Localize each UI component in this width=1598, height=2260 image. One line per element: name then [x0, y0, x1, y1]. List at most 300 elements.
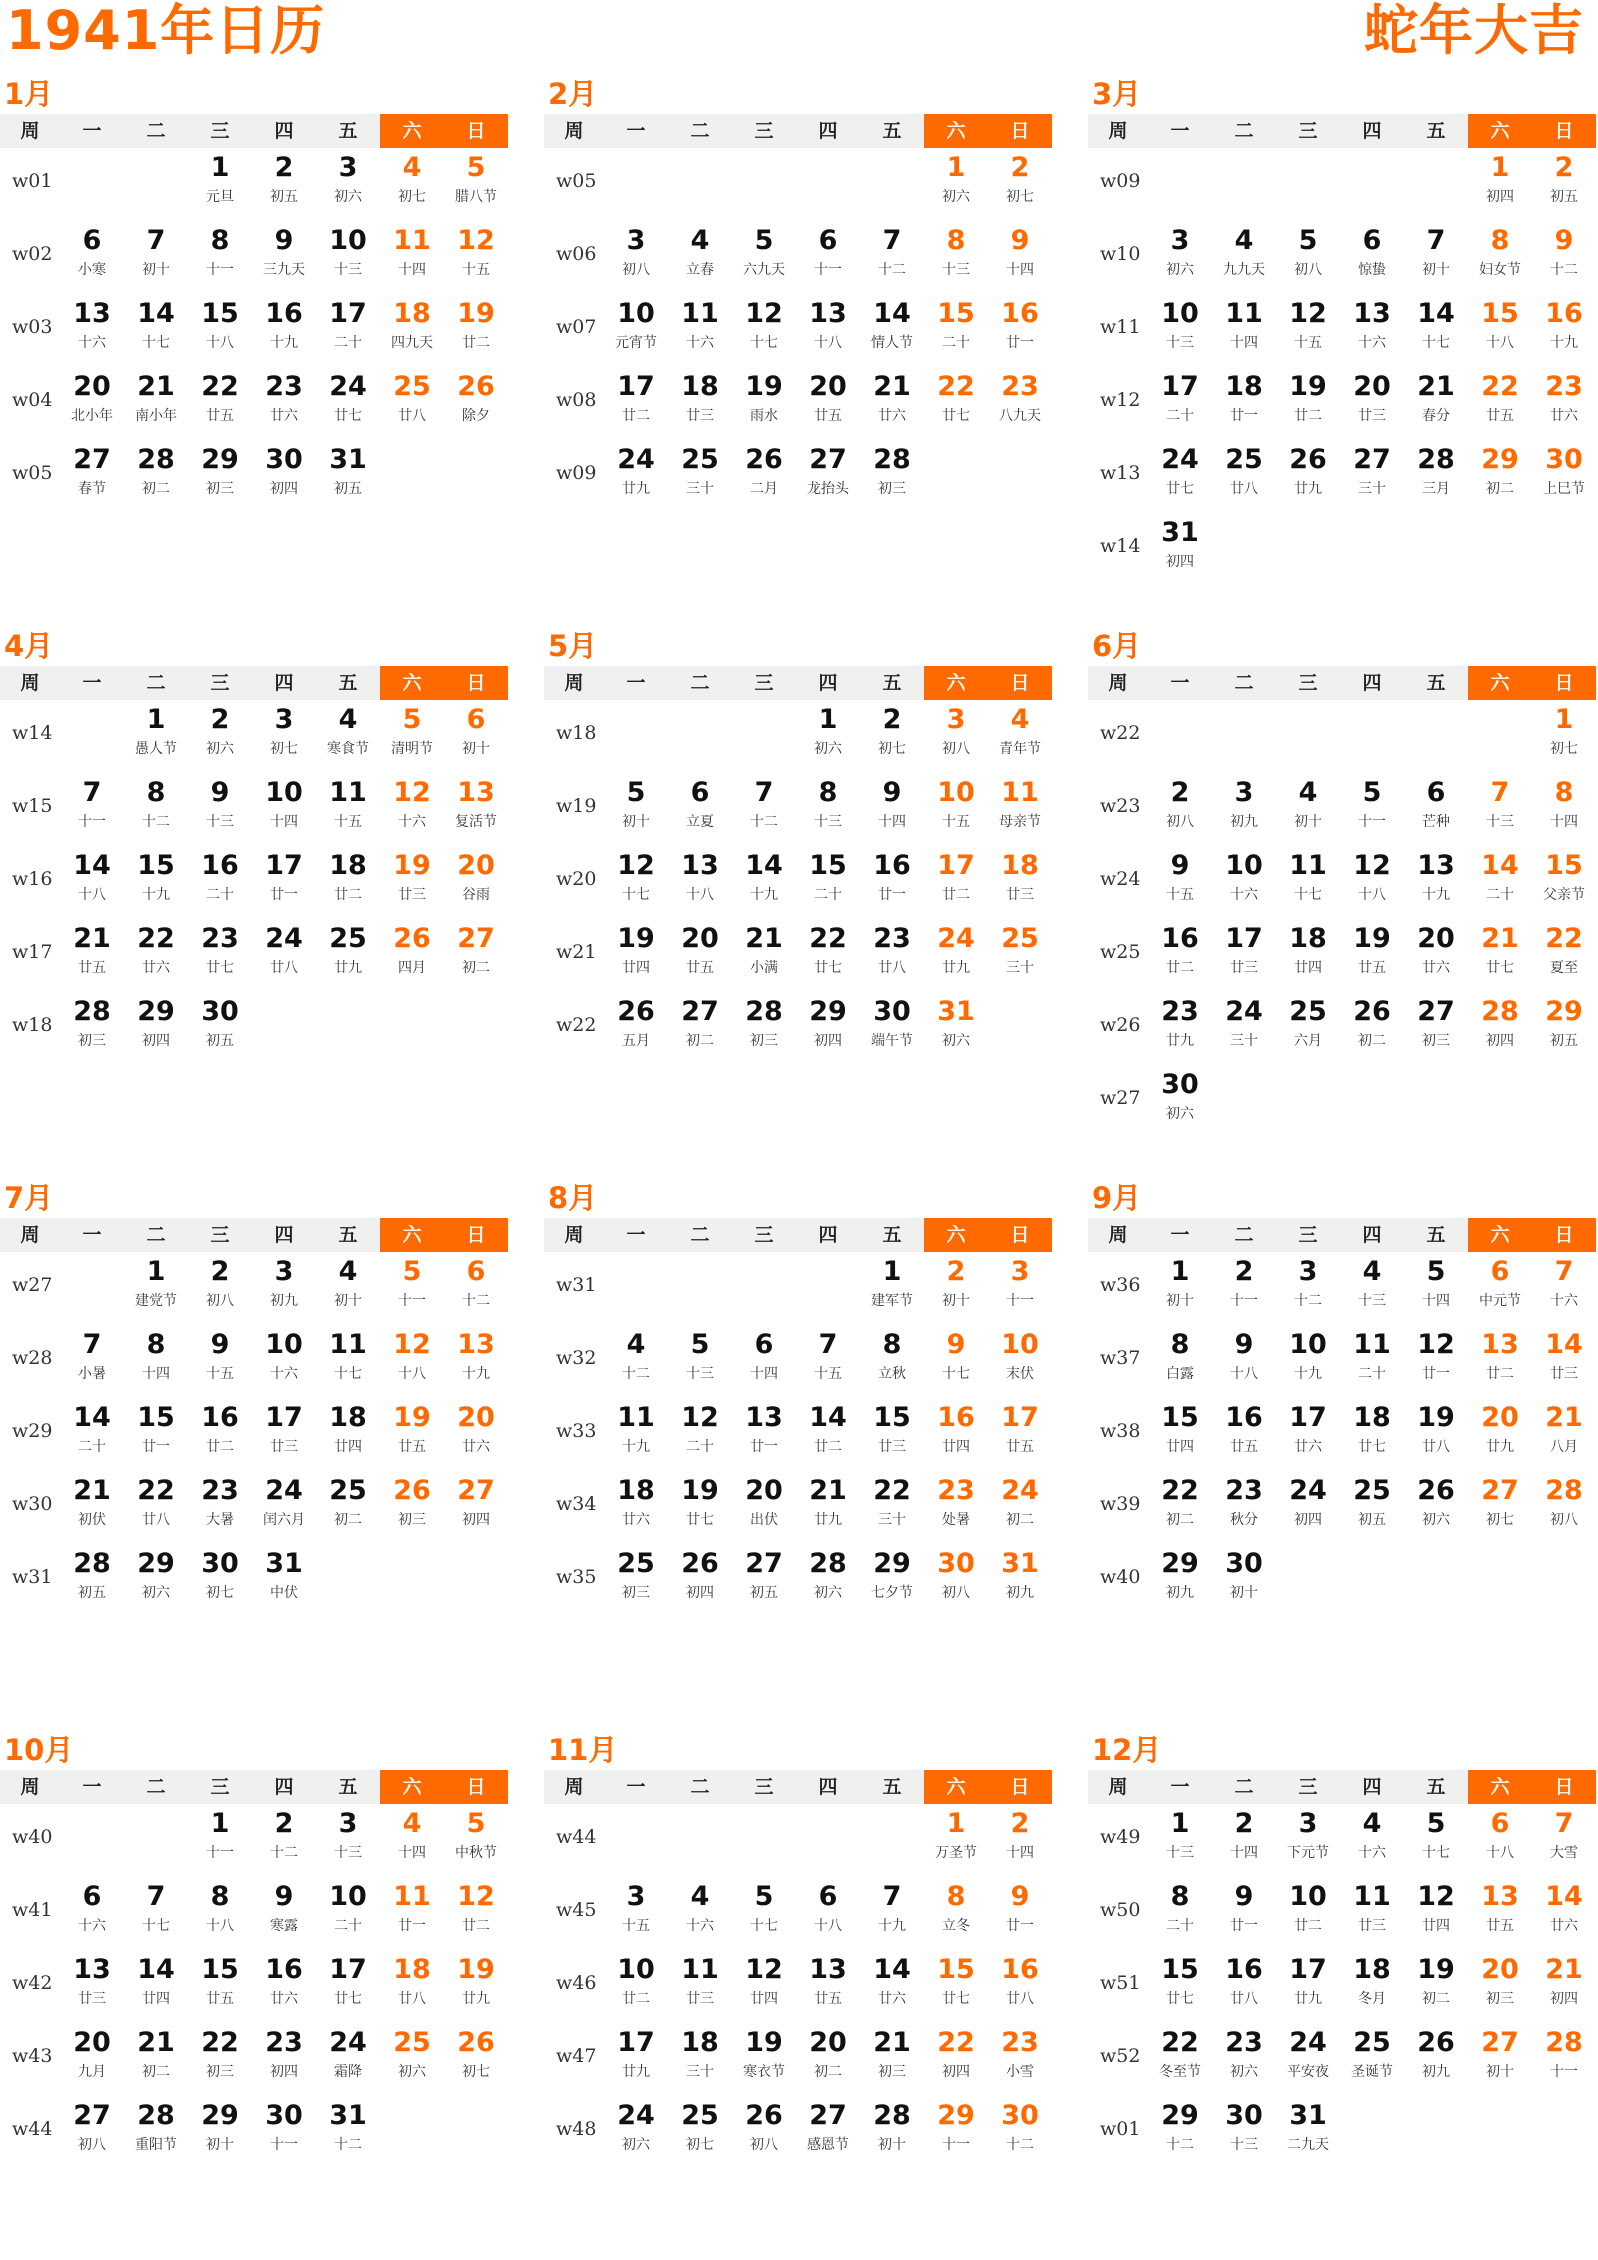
day-cell[interactable] — [1148, 994, 1212, 1064]
day-cell[interactable] — [1340, 1806, 1404, 1876]
day-cell[interactable] — [796, 921, 860, 991]
day-cell[interactable] — [124, 702, 188, 772]
day-cell[interactable] — [380, 1806, 444, 1876]
day-cell[interactable] — [124, 223, 188, 293]
day-cell[interactable] — [316, 369, 380, 439]
day-cell[interactable] — [860, 1327, 924, 1397]
day-cell[interactable] — [1468, 1952, 1532, 2022]
day-cell[interactable] — [1532, 296, 1596, 366]
day-cell[interactable] — [1276, 1879, 1340, 1949]
day-cell[interactable] — [1148, 223, 1212, 293]
day-cell[interactable] — [860, 369, 924, 439]
day-cell[interactable] — [924, 775, 988, 845]
day-cell[interactable] — [60, 1327, 124, 1397]
day-cell[interactable] — [1148, 1806, 1212, 1876]
day-cell[interactable] — [1212, 369, 1276, 439]
day-cell[interactable] — [60, 1400, 124, 1470]
day-cell[interactable] — [316, 1806, 380, 1876]
day-cell[interactable] — [604, 1400, 668, 1470]
day-cell[interactable] — [1404, 775, 1468, 845]
day-cell[interactable] — [1532, 1473, 1596, 1543]
day-cell[interactable] — [1404, 1879, 1468, 1949]
day-cell[interactable] — [444, 775, 508, 845]
day-cell[interactable] — [988, 2025, 1052, 2095]
day-cell[interactable] — [252, 1327, 316, 1397]
day-cell[interactable] — [1148, 1879, 1212, 1949]
day-cell[interactable] — [444, 1473, 508, 1543]
day-cell[interactable] — [1404, 1952, 1468, 2022]
day-cell[interactable] — [1468, 1879, 1532, 1949]
day-cell[interactable] — [988, 1806, 1052, 1876]
day-cell[interactable] — [604, 848, 668, 918]
day-cell[interactable] — [988, 848, 1052, 918]
day-cell[interactable] — [1148, 2025, 1212, 2095]
day-cell[interactable] — [252, 921, 316, 991]
day-cell[interactable] — [380, 921, 444, 991]
day-cell[interactable] — [1148, 1327, 1212, 1397]
day-cell[interactable] — [316, 2098, 380, 2168]
day-cell[interactable] — [668, 1879, 732, 1949]
day-cell[interactable] — [252, 702, 316, 772]
day-cell[interactable] — [1468, 1473, 1532, 1543]
day-cell[interactable] — [732, 994, 796, 1064]
day-cell[interactable] — [1532, 223, 1596, 293]
day-cell[interactable] — [1212, 1952, 1276, 2022]
day-cell[interactable] — [444, 1327, 508, 1397]
day-cell[interactable] — [1404, 369, 1468, 439]
day-cell[interactable] — [924, 1879, 988, 1949]
day-cell[interactable] — [188, 150, 252, 220]
day-cell[interactable] — [252, 1546, 316, 1616]
day-cell[interactable] — [732, 1879, 796, 1949]
day-cell[interactable] — [1468, 1806, 1532, 1876]
day-cell[interactable] — [60, 296, 124, 366]
day-cell[interactable] — [444, 1806, 508, 1876]
day-cell[interactable] — [988, 369, 1052, 439]
day-cell[interactable] — [252, 150, 316, 220]
day-cell[interactable] — [380, 1254, 444, 1324]
day-cell[interactable] — [1468, 442, 1532, 512]
day-cell[interactable] — [988, 1327, 1052, 1397]
day-cell[interactable] — [732, 1400, 796, 1470]
day-cell[interactable] — [444, 1254, 508, 1324]
day-cell[interactable] — [188, 702, 252, 772]
day-cell[interactable] — [188, 1546, 252, 1616]
day-cell[interactable] — [1212, 775, 1276, 845]
day-cell[interactable] — [1276, 223, 1340, 293]
day-cell[interactable] — [924, 1806, 988, 1876]
day-cell[interactable] — [1532, 442, 1596, 512]
day-cell[interactable] — [1532, 1400, 1596, 1470]
day-cell[interactable] — [668, 2098, 732, 2168]
day-cell[interactable] — [732, 296, 796, 366]
day-cell[interactable] — [60, 848, 124, 918]
day-cell[interactable] — [188, 1327, 252, 1397]
day-cell[interactable] — [924, 702, 988, 772]
day-cell[interactable] — [444, 2025, 508, 2095]
day-cell[interactable] — [604, 2025, 668, 2095]
day-cell[interactable] — [732, 223, 796, 293]
day-cell[interactable] — [188, 994, 252, 1064]
day-cell[interactable] — [1532, 702, 1596, 772]
day-cell[interactable] — [1276, 1400, 1340, 1470]
day-cell[interactable] — [1340, 1254, 1404, 1324]
day-cell[interactable] — [60, 2025, 124, 2095]
day-cell[interactable] — [796, 1473, 860, 1543]
day-cell[interactable] — [796, 442, 860, 512]
day-cell[interactable] — [380, 848, 444, 918]
day-cell[interactable] — [796, 369, 860, 439]
day-cell[interactable] — [668, 1473, 732, 1543]
day-cell[interactable] — [604, 994, 668, 1064]
day-cell[interactable] — [604, 369, 668, 439]
day-cell[interactable] — [1468, 921, 1532, 991]
day-cell[interactable] — [1276, 1952, 1340, 2022]
day-cell[interactable] — [252, 848, 316, 918]
day-cell[interactable] — [1468, 1254, 1532, 1324]
day-cell[interactable] — [1532, 1806, 1596, 1876]
day-cell[interactable] — [1468, 1400, 1532, 1470]
day-cell[interactable] — [252, 1806, 316, 1876]
day-cell[interactable] — [924, 1254, 988, 1324]
day-cell[interactable] — [1212, 921, 1276, 991]
day-cell[interactable] — [60, 921, 124, 991]
day-cell[interactable] — [796, 702, 860, 772]
day-cell[interactable] — [1532, 2025, 1596, 2095]
day-cell[interactable] — [604, 1327, 668, 1397]
day-cell[interactable] — [924, 369, 988, 439]
day-cell[interactable] — [380, 150, 444, 220]
day-cell[interactable] — [988, 702, 1052, 772]
day-cell[interactable] — [1276, 848, 1340, 918]
day-cell[interactable] — [60, 223, 124, 293]
day-cell[interactable] — [124, 2025, 188, 2095]
day-cell[interactable] — [252, 2098, 316, 2168]
day-cell[interactable] — [796, 1879, 860, 1949]
day-cell[interactable] — [380, 1473, 444, 1543]
day-cell[interactable] — [1404, 442, 1468, 512]
day-cell[interactable] — [188, 848, 252, 918]
day-cell[interactable] — [1340, 442, 1404, 512]
day-cell[interactable] — [1148, 296, 1212, 366]
day-cell[interactable] — [316, 775, 380, 845]
day-cell[interactable] — [252, 1473, 316, 1543]
day-cell[interactable] — [860, 1879, 924, 1949]
day-cell[interactable] — [1276, 2098, 1340, 2168]
day-cell[interactable] — [1212, 848, 1276, 918]
day-cell[interactable] — [604, 1879, 668, 1949]
day-cell[interactable] — [380, 223, 444, 293]
day-cell[interactable] — [316, 848, 380, 918]
day-cell[interactable] — [668, 223, 732, 293]
day-cell[interactable] — [252, 1400, 316, 1470]
day-cell[interactable] — [252, 223, 316, 293]
day-cell[interactable] — [668, 921, 732, 991]
day-cell[interactable] — [1148, 1952, 1212, 2022]
day-cell[interactable] — [380, 2025, 444, 2095]
day-cell[interactable] — [988, 1879, 1052, 1949]
day-cell[interactable] — [1468, 775, 1532, 845]
day-cell[interactable] — [796, 1327, 860, 1397]
day-cell[interactable] — [1212, 296, 1276, 366]
day-cell[interactable] — [668, 369, 732, 439]
day-cell[interactable] — [796, 2025, 860, 2095]
day-cell[interactable] — [796, 1952, 860, 2022]
day-cell[interactable] — [924, 223, 988, 293]
day-cell[interactable] — [668, 775, 732, 845]
day-cell[interactable] — [60, 994, 124, 1064]
day-cell[interactable] — [604, 2098, 668, 2168]
day-cell[interactable] — [124, 1254, 188, 1324]
day-cell[interactable] — [1340, 994, 1404, 1064]
day-cell[interactable] — [860, 1473, 924, 1543]
day-cell[interactable] — [1148, 921, 1212, 991]
day-cell[interactable] — [1148, 515, 1212, 585]
day-cell[interactable] — [732, 848, 796, 918]
day-cell[interactable] — [124, 848, 188, 918]
day-cell[interactable] — [1340, 223, 1404, 293]
day-cell[interactable] — [124, 296, 188, 366]
day-cell[interactable] — [924, 1327, 988, 1397]
day-cell[interactable] — [1404, 1400, 1468, 1470]
day-cell[interactable] — [188, 1400, 252, 1470]
day-cell[interactable] — [924, 150, 988, 220]
day-cell[interactable] — [1468, 296, 1532, 366]
day-cell[interactable] — [188, 2025, 252, 2095]
day-cell[interactable] — [604, 1546, 668, 1616]
day-cell[interactable] — [252, 296, 316, 366]
day-cell[interactable] — [924, 296, 988, 366]
day-cell[interactable] — [732, 1327, 796, 1397]
day-cell[interactable] — [988, 223, 1052, 293]
day-cell[interactable] — [796, 1400, 860, 1470]
day-cell[interactable] — [924, 2025, 988, 2095]
day-cell[interactable] — [988, 1254, 1052, 1324]
day-cell[interactable] — [380, 1952, 444, 2022]
day-cell[interactable] — [1276, 442, 1340, 512]
day-cell[interactable] — [124, 442, 188, 512]
day-cell[interactable] — [380, 702, 444, 772]
day-cell[interactable] — [732, 442, 796, 512]
day-cell[interactable] — [252, 2025, 316, 2095]
day-cell[interactable] — [444, 369, 508, 439]
day-cell[interactable] — [1340, 369, 1404, 439]
day-cell[interactable] — [316, 921, 380, 991]
day-cell[interactable] — [604, 775, 668, 845]
day-cell[interactable] — [252, 1952, 316, 2022]
day-cell[interactable] — [860, 442, 924, 512]
day-cell[interactable] — [604, 442, 668, 512]
day-cell[interactable] — [988, 150, 1052, 220]
day-cell[interactable] — [1532, 775, 1596, 845]
day-cell[interactable] — [252, 775, 316, 845]
day-cell[interactable] — [860, 1254, 924, 1324]
day-cell[interactable] — [188, 775, 252, 845]
day-cell[interactable] — [1404, 1327, 1468, 1397]
day-cell[interactable] — [188, 223, 252, 293]
day-cell[interactable] — [732, 921, 796, 991]
day-cell[interactable] — [796, 296, 860, 366]
day-cell[interactable] — [924, 2098, 988, 2168]
day-cell[interactable] — [316, 1879, 380, 1949]
day-cell[interactable] — [252, 369, 316, 439]
day-cell[interactable] — [444, 223, 508, 293]
day-cell[interactable] — [124, 1473, 188, 1543]
day-cell[interactable] — [124, 1546, 188, 1616]
day-cell[interactable] — [380, 369, 444, 439]
day-cell[interactable] — [1532, 1254, 1596, 1324]
day-cell[interactable] — [60, 2098, 124, 2168]
day-cell[interactable] — [1532, 1952, 1596, 2022]
day-cell[interactable] — [988, 1952, 1052, 2022]
day-cell[interactable] — [668, 1952, 732, 2022]
day-cell[interactable] — [796, 775, 860, 845]
day-cell[interactable] — [1340, 296, 1404, 366]
day-cell[interactable] — [1468, 2025, 1532, 2095]
day-cell[interactable] — [796, 994, 860, 1064]
day-cell[interactable] — [124, 369, 188, 439]
day-cell[interactable] — [380, 296, 444, 366]
day-cell[interactable] — [860, 775, 924, 845]
day-cell[interactable] — [444, 296, 508, 366]
day-cell[interactable] — [1212, 1879, 1276, 1949]
day-cell[interactable] — [1212, 1546, 1276, 1616]
day-cell[interactable] — [732, 2098, 796, 2168]
day-cell[interactable] — [124, 2098, 188, 2168]
day-cell[interactable] — [1276, 369, 1340, 439]
day-cell[interactable] — [668, 1400, 732, 1470]
day-cell[interactable] — [252, 1254, 316, 1324]
day-cell[interactable] — [60, 1952, 124, 2022]
day-cell[interactable] — [1276, 921, 1340, 991]
day-cell[interactable] — [1532, 994, 1596, 1064]
day-cell[interactable] — [1404, 223, 1468, 293]
day-cell[interactable] — [860, 994, 924, 1064]
day-cell[interactable] — [1468, 1327, 1532, 1397]
day-cell[interactable] — [124, 921, 188, 991]
day-cell[interactable] — [1340, 775, 1404, 845]
day-cell[interactable] — [988, 775, 1052, 845]
day-cell[interactable] — [124, 1327, 188, 1397]
day-cell[interactable] — [380, 1879, 444, 1949]
day-cell[interactable] — [1404, 921, 1468, 991]
day-cell[interactable] — [1404, 1806, 1468, 1876]
day-cell[interactable] — [668, 442, 732, 512]
day-cell[interactable] — [924, 921, 988, 991]
day-cell[interactable] — [1404, 2025, 1468, 2095]
day-cell[interactable] — [988, 296, 1052, 366]
day-cell[interactable] — [316, 1327, 380, 1397]
day-cell[interactable] — [1212, 1473, 1276, 1543]
day-cell[interactable] — [604, 296, 668, 366]
day-cell[interactable] — [60, 1879, 124, 1949]
day-cell[interactable] — [444, 1952, 508, 2022]
day-cell[interactable] — [1276, 1473, 1340, 1543]
day-cell[interactable] — [924, 1400, 988, 1470]
day-cell[interactable] — [188, 1473, 252, 1543]
day-cell[interactable] — [1212, 223, 1276, 293]
day-cell[interactable] — [1468, 994, 1532, 1064]
day-cell[interactable] — [188, 442, 252, 512]
day-cell[interactable] — [60, 1546, 124, 1616]
day-cell[interactable] — [1276, 994, 1340, 1064]
day-cell[interactable] — [124, 1400, 188, 1470]
day-cell[interactable] — [60, 442, 124, 512]
day-cell[interactable] — [860, 1952, 924, 2022]
day-cell[interactable] — [988, 921, 1052, 991]
day-cell[interactable] — [60, 1473, 124, 1543]
day-cell[interactable] — [1468, 223, 1532, 293]
day-cell[interactable] — [444, 1879, 508, 1949]
day-cell[interactable] — [188, 1952, 252, 2022]
day-cell[interactable] — [1148, 775, 1212, 845]
day-cell[interactable] — [444, 848, 508, 918]
day-cell[interactable] — [188, 1806, 252, 1876]
day-cell[interactable] — [732, 775, 796, 845]
day-cell[interactable] — [1340, 1879, 1404, 1949]
day-cell[interactable] — [1532, 369, 1596, 439]
day-cell[interactable] — [988, 2098, 1052, 2168]
day-cell[interactable] — [1212, 1254, 1276, 1324]
day-cell[interactable] — [124, 1952, 188, 2022]
day-cell[interactable] — [1212, 994, 1276, 1064]
day-cell[interactable] — [380, 1400, 444, 1470]
day-cell[interactable] — [316, 296, 380, 366]
day-cell[interactable] — [1148, 2098, 1212, 2168]
day-cell[interactable] — [1532, 921, 1596, 991]
day-cell[interactable] — [1148, 848, 1212, 918]
day-cell[interactable] — [988, 1546, 1052, 1616]
day-cell[interactable] — [316, 442, 380, 512]
day-cell[interactable] — [1532, 150, 1596, 220]
day-cell[interactable] — [444, 921, 508, 991]
day-cell[interactable] — [860, 1546, 924, 1616]
day-cell[interactable] — [60, 775, 124, 845]
day-cell[interactable] — [124, 775, 188, 845]
day-cell[interactable] — [732, 2025, 796, 2095]
day-cell[interactable] — [1340, 1400, 1404, 1470]
day-cell[interactable] — [1404, 1254, 1468, 1324]
day-cell[interactable] — [604, 1473, 668, 1543]
day-cell[interactable] — [988, 1400, 1052, 1470]
day-cell[interactable] — [252, 1879, 316, 1949]
day-cell[interactable] — [1212, 1327, 1276, 1397]
day-cell[interactable] — [60, 369, 124, 439]
day-cell[interactable] — [604, 921, 668, 991]
day-cell[interactable] — [1148, 1400, 1212, 1470]
day-cell[interactable] — [1468, 369, 1532, 439]
day-cell[interactable] — [1532, 848, 1596, 918]
day-cell[interactable] — [1404, 994, 1468, 1064]
day-cell[interactable] — [924, 848, 988, 918]
day-cell[interactable] — [924, 1473, 988, 1543]
day-cell[interactable] — [860, 921, 924, 991]
day-cell[interactable] — [1148, 1254, 1212, 1324]
day-cell[interactable] — [124, 994, 188, 1064]
day-cell[interactable] — [1212, 2025, 1276, 2095]
day-cell[interactable] — [1340, 921, 1404, 991]
day-cell[interactable] — [1532, 1327, 1596, 1397]
day-cell[interactable] — [668, 296, 732, 366]
day-cell[interactable] — [988, 1473, 1052, 1543]
day-cell[interactable] — [1276, 1806, 1340, 1876]
day-cell[interactable] — [796, 848, 860, 918]
day-cell[interactable] — [860, 223, 924, 293]
day-cell[interactable] — [732, 1546, 796, 1616]
day-cell[interactable] — [1148, 442, 1212, 512]
day-cell[interactable] — [860, 848, 924, 918]
day-cell[interactable] — [188, 2098, 252, 2168]
